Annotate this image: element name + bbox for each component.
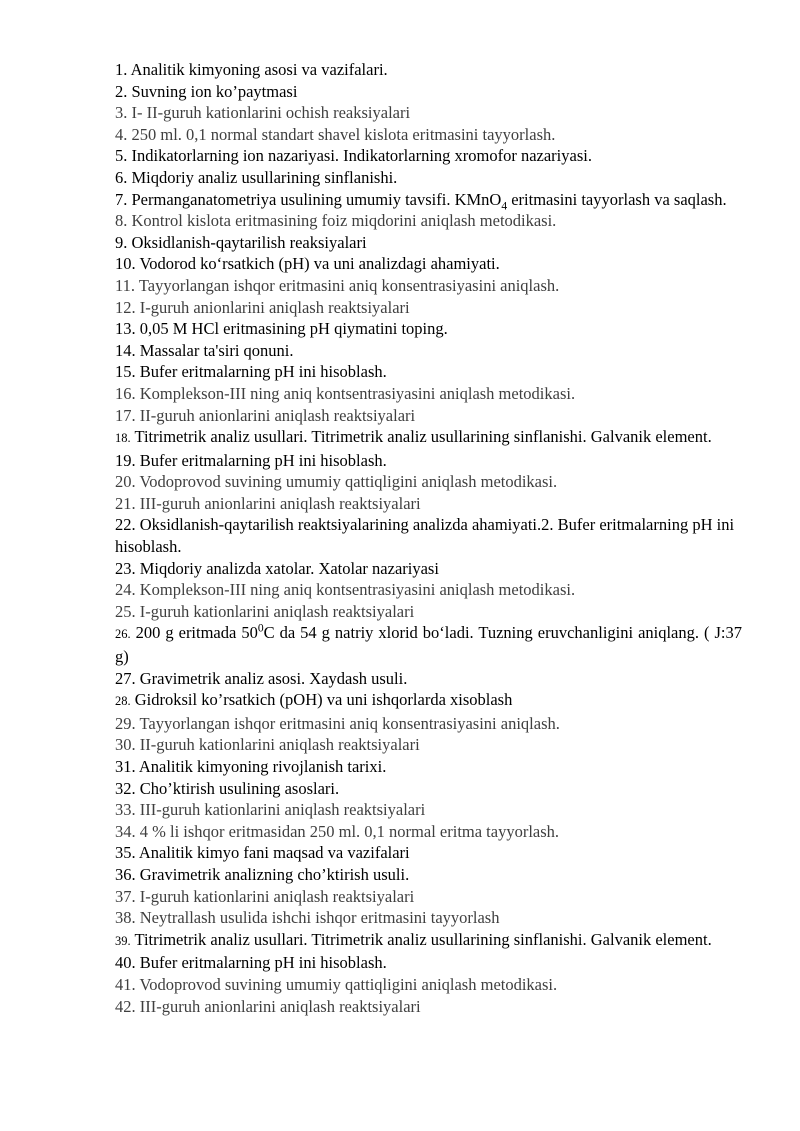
- question-number: 23.: [115, 558, 136, 578]
- question-item: [115, 59, 742, 81]
- question-text: Miqdoriy analizda xatolar. Xatolar nazariyasi: [139, 558, 439, 578]
- question-item: [115, 297, 742, 319]
- question-number: 20.: [115, 472, 136, 492]
- question-item: [115, 601, 742, 623]
- question-text: Vodoprovod suvining umumiy qattiqligini aniqlash metodikasi.: [139, 974, 558, 994]
- question-number: 26.: [115, 627, 131, 642]
- question-item: [115, 974, 742, 996]
- question-number: 17.: [115, 405, 136, 425]
- question-number: 8.: [115, 211, 128, 231]
- question-item: [115, 361, 742, 383]
- question-text: 250 ml. 0,1 normal standart shavel kislota eritmasini tayyorlash.: [131, 124, 556, 144]
- question-number: 22.: [115, 515, 136, 535]
- question-number: 33.: [115, 800, 136, 820]
- question-number: 28.: [115, 694, 131, 709]
- question-text: Gidroksil ko’rsatkich (pOH) va uni ishqorlarda xisoblash: [134, 690, 513, 710]
- question-text: III-guruh anionlarini aniqlash reaktsiyalari: [139, 493, 421, 513]
- question-number: 40.: [115, 953, 136, 973]
- question-text: Titrimetrik analiz usullari. Titrimetrik analiz usullarining sinflanishi. Galvanik element.: [134, 427, 712, 447]
- question-number: 14.: [115, 340, 136, 360]
- question-text: Vodorod ko‘rsatkich (pH) va uni analizdagi ahamiyati.: [139, 254, 500, 274]
- question-text: Komplekson-III ning aniq kontsentrasiyasini aniqlash metodikasi.: [139, 580, 576, 600]
- question-item: [115, 124, 742, 146]
- question-number: 2.: [115, 81, 128, 101]
- question-item: [115, 713, 742, 735]
- question-item: [115, 756, 742, 778]
- question-item: [115, 318, 742, 340]
- question-item: [115, 734, 742, 756]
- question-item: [115, 886, 742, 908]
- question-number: 36.: [115, 864, 136, 884]
- question-item: [115, 514, 742, 557]
- question-text: III-guruh anionlarini aniqlash reaktsiyalari: [139, 996, 421, 1016]
- question-text: Indikatorlarning ion nazariyasi. Indikatorlarning xromofor nazariyasi.: [131, 146, 592, 166]
- question-item: [115, 864, 742, 886]
- question-text: Analitik kimyoning asosi va vazifalari.: [130, 60, 388, 79]
- question-text: I- II-guruh kationlarini ochish reaksiyalari: [131, 103, 411, 123]
- question-number: 6.: [115, 167, 128, 187]
- question-number: 11.: [115, 275, 136, 295]
- question-item: [115, 383, 742, 405]
- question-number: 9.: [115, 232, 128, 252]
- question-number: 31.: [115, 757, 136, 776]
- question-item: [115, 471, 742, 493]
- question-item: [115, 253, 742, 275]
- question-text: Miqdoriy analiz usullarining sinflanishi.: [131, 167, 398, 187]
- question-text: Vodoprovod suvining umumiy qattiqligini aniqlash metodikasi.: [139, 472, 558, 492]
- subscript: 4: [501, 199, 508, 212]
- question-text: Analitik kimyo fani maqsad va vazifalari: [138, 843, 410, 863]
- question-text: Gravimetrik analizning cho’ktirish usuli.: [139, 864, 410, 884]
- question-number: 1.: [115, 60, 128, 79]
- question-number: 35.: [115, 843, 136, 863]
- question-item: [115, 996, 742, 1018]
- question-item: [115, 167, 742, 189]
- question-number: 34.: [115, 821, 136, 841]
- question-number: 18.: [115, 431, 131, 446]
- question-text: Gravimetrik analiz asosi. Xaydash usuli.: [139, 668, 408, 688]
- question-number: 29.: [115, 713, 136, 733]
- question-number: 16.: [115, 383, 136, 403]
- question-text: Titrimetrik analiz usullari. Titrimetrik analiz usullarining sinflanishi. Galvanik element.: [134, 929, 712, 949]
- question-text: 200 g eritmada 50: [135, 623, 258, 643]
- question-text: Bufer eritmalarning pH ini hisoblash.: [139, 953, 387, 973]
- question-text: II-guruh kationlarini aniqlash reaktsiyalari: [139, 735, 420, 755]
- question-number: 42.: [115, 996, 136, 1016]
- question-number: 13.: [115, 319, 136, 339]
- question-item: [115, 232, 742, 254]
- question-text: I-guruh kationlarini aniqlash reaktsiyalari: [139, 601, 415, 621]
- question-item: [115, 210, 742, 232]
- question-item: [115, 952, 742, 974]
- question-number: 39.: [115, 933, 131, 948]
- question-item: [115, 622, 742, 667]
- question-item: [115, 426, 742, 450]
- question-item: [115, 102, 742, 124]
- question-item: [115, 493, 742, 515]
- question-number: 37.: [115, 886, 136, 906]
- question-number: 4.: [115, 124, 128, 144]
- question-text: Oksidlanish-qaytarilish reaksiyalari: [131, 232, 367, 252]
- question-number: 21.: [115, 493, 136, 513]
- question-item: [115, 405, 742, 427]
- question-item: [115, 275, 742, 297]
- question-text: Bufer eritmalarning pH ini hisoblash.: [139, 450, 387, 470]
- question-item: [115, 145, 742, 167]
- question-text: Tayyorlangan ishqor eritmasini aniq konsentrasiyasini aniqlash.: [139, 713, 560, 733]
- question-text: Massalar ta'siri qonuni.: [139, 340, 294, 360]
- question-text: 4 % li ishqor eritmasidan 250 ml. 0,1 normal eritma tayyorlash.: [139, 821, 560, 841]
- question-item: [115, 579, 742, 601]
- question-text: Analitik kimyoning rivojlanish tarixi.: [138, 757, 387, 776]
- question-number: 24.: [115, 580, 136, 600]
- question-number: 32.: [115, 778, 136, 798]
- question-text: I-guruh anionlarini aniqlash reaktsiyalari: [139, 297, 410, 317]
- question-item: [115, 799, 742, 821]
- question-item: [115, 907, 742, 929]
- question-item: [115, 689, 742, 713]
- question-number: 41.: [115, 974, 136, 994]
- question-text: Permanganatometriya usulining umumiy tavsifi. KMnO: [131, 189, 502, 209]
- question-list: [115, 59, 742, 1017]
- question-item: [115, 558, 742, 580]
- question-text: II-guruh anionlarini aniqlash reaktsiyalari: [139, 405, 416, 425]
- question-item: [115, 842, 742, 864]
- question-number: 25.: [115, 601, 136, 621]
- question-text: III-guruh kationlarini aniqlash reaktsiyalari: [139, 800, 426, 820]
- question-text: Kontrol kislota eritmasining foiz miqdorini aniqlash metodikasi.: [131, 211, 557, 231]
- question-item: [115, 929, 742, 953]
- question-number: 19.: [115, 450, 136, 470]
- question-text: I-guruh kationlarini aniqlash reaktsiyalari: [139, 886, 415, 906]
- question-item: [115, 668, 742, 690]
- question-text: 0,05 M HCl eritmasining pH qiymatini toping.: [139, 319, 448, 339]
- question-item: [115, 821, 742, 843]
- question-number: 15.: [115, 362, 136, 382]
- question-number: 27.: [115, 668, 136, 688]
- question-item: [115, 778, 742, 800]
- question-item: [115, 81, 742, 103]
- question-text: Komplekson-III ning aniq kontsentrasiyasini aniqlash metodikasi.: [139, 383, 576, 403]
- question-number: 10.: [115, 254, 136, 274]
- question-text-tail: eritmasini tayyorlash va saqlash.: [507, 189, 727, 209]
- question-number: 12.: [115, 297, 136, 317]
- question-text: Bufer eritmalarning pH ini hisoblash.: [139, 362, 387, 382]
- superscript: 0: [257, 622, 264, 635]
- question-number: 3.: [115, 103, 128, 123]
- question-item: [115, 340, 742, 362]
- question-number: 5.: [115, 146, 128, 166]
- question-item: [115, 450, 742, 472]
- question-text: Neytrallash usulida ishchi ishqor eritmasini tayyorlash: [139, 908, 500, 928]
- question-text: Oksidlanish-qaytarilish reaktsiyalarining analizda ahamiyati.2. Bufer eritmalarning pH ini hisoblash.: [115, 515, 735, 557]
- question-text: Tayyorlangan ishqor eritmasini aniq konsentrasiyasini aniqlash.: [138, 275, 560, 295]
- question-number: 7.: [115, 189, 128, 209]
- question-text-tail: C da 54 g natriy xlorid bo‘ladi. Tuzning eruvchanligini aniqlang. ( J:37 g): [115, 623, 742, 667]
- question-item: [115, 189, 742, 211]
- question-text: Suvning ion ko’paytmasi: [131, 81, 298, 101]
- question-number: 38.: [115, 908, 136, 928]
- question-text: Cho’ktirish usulining asoslari.: [139, 778, 340, 798]
- question-number: 30.: [115, 735, 136, 755]
